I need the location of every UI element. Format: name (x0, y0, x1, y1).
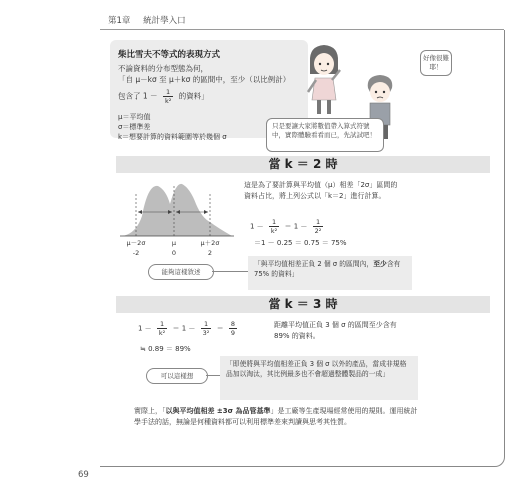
girl-speech-bubble: 只是要讓大家將數值帶入算式符號中，實際體驗看看而已，先試試吧！ (266, 118, 384, 152)
k2-conclusion-box (248, 256, 412, 290)
definition-line-2: 「自 μ－kσ 至 μ＋kσ 的區間中，至少（以比例計） (118, 75, 291, 84)
axis-label-mu-plus-2sigma: μ＋2σ (200, 239, 220, 247)
eq-part: 1 － (250, 222, 264, 231)
fraction-1-over-2sq: $\frac{1}{\text{2²}}$ (314, 218, 322, 235)
axis-label-mu-minus-2sigma: μ－2σ (126, 239, 146, 247)
k2-paragraph: 這是為了要計算與平均值（μ）相差「2σ」區間的資料占比，將上列公式以「k＝2」進行計算。 (244, 181, 398, 200)
k3-equation-1 (138, 320, 240, 337)
line3-suffix: 的資料」 (178, 91, 209, 101)
axis-label-mu: μ (171, 239, 177, 247)
connector-line (206, 375, 220, 376)
closing-paragraph (134, 406, 418, 427)
closing-emphasis: 以與平均值相差 ±3σ 為品管基準 (165, 407, 271, 415)
k3-pill-label: 可以這樣想 (146, 368, 208, 384)
eq-part: ＝ 1 － (284, 222, 308, 231)
quote-emphasis: 至少 (373, 260, 387, 268)
chapter-title: 統計學入口 (143, 16, 186, 26)
girl-illustration (300, 40, 348, 118)
legend-mu: μ＝平均值 (118, 113, 151, 121)
fraction-1-over-k2: $\frac{1}{\text{k²}}$ (164, 88, 172, 105)
definition-title: 柴比雪夫不等式的表現方式 (118, 50, 221, 60)
k3-conclusion-box: 「即使將與平均值相差正負 3 個 σ 以外的產品，當成非規格品加以淘汰，其比例最多也不會超過整體製品的一成」 (220, 356, 418, 400)
quote-text: 「與平均值相差正負 2 個 σ 的區間內， (254, 260, 374, 268)
k2-pill-label: 能夠這樣敘述 (148, 264, 214, 280)
line3-prefix: 包含了 1 － (118, 91, 158, 101)
fraction-1-over-k2: $\frac{1}{\text{k²}}$ (270, 218, 278, 235)
quote-text: 含有 75% 的資料」 (254, 260, 401, 278)
k3-paragraph: 距離平均值正負 3 個 σ 的區間至少含有 89% 的資料。 (274, 321, 397, 340)
section-k2-title: 當 k ＝ 2 時 (116, 156, 490, 173)
legend-sigma: σ＝標準差 (118, 123, 151, 131)
axis-value-2: 2 (207, 249, 213, 257)
eq-part: 1 － (138, 324, 152, 333)
section-k3-title: 當 k ＝ 3 時 (116, 296, 490, 313)
fraction-8-over-9: $\frac{8}{9}$ (230, 320, 236, 337)
running-header (108, 14, 186, 26)
boy-speech-bubble: 好像很難耶！ (420, 50, 452, 76)
definition-line-3 (118, 88, 209, 105)
k3-equation-2: ≒ 0.89 ＝ 89% (140, 345, 191, 353)
legend-k: k＝想要計算的資料範圍等於幾個 σ (118, 133, 227, 141)
eq-part: ＝ 1 － (172, 324, 196, 333)
page-number: 69 (78, 470, 89, 480)
definition-line-1: 不論資料的分布型態為何， (118, 64, 208, 73)
k2-equation-2: ＝1 － 0.25 ＝ 0.75 ＝ 75% (254, 239, 347, 247)
axis-value-0: 0 (171, 249, 177, 257)
connector-line (212, 271, 248, 272)
eq-part: ＝ (216, 324, 224, 333)
closing-text: 實際上，「 (134, 407, 166, 415)
fraction-1-over-k2: $\frac{1}{\text{k²}}$ (158, 320, 166, 337)
k2-equation-1 (250, 218, 326, 235)
closing-text: 」是工廠等生產現場經常使用的規則。運用統計學手法的話，無論是何種資料都可以利用標準差來判讀與思考其性質。 (134, 407, 418, 426)
chapter-label: 第1章 (108, 16, 131, 26)
distribution-curve-diagram (118, 178, 236, 260)
axis-value-neg2: -2 (132, 249, 140, 257)
fraction-1-over-3sq: $\frac{1}{\text{3²}}$ (202, 320, 210, 337)
